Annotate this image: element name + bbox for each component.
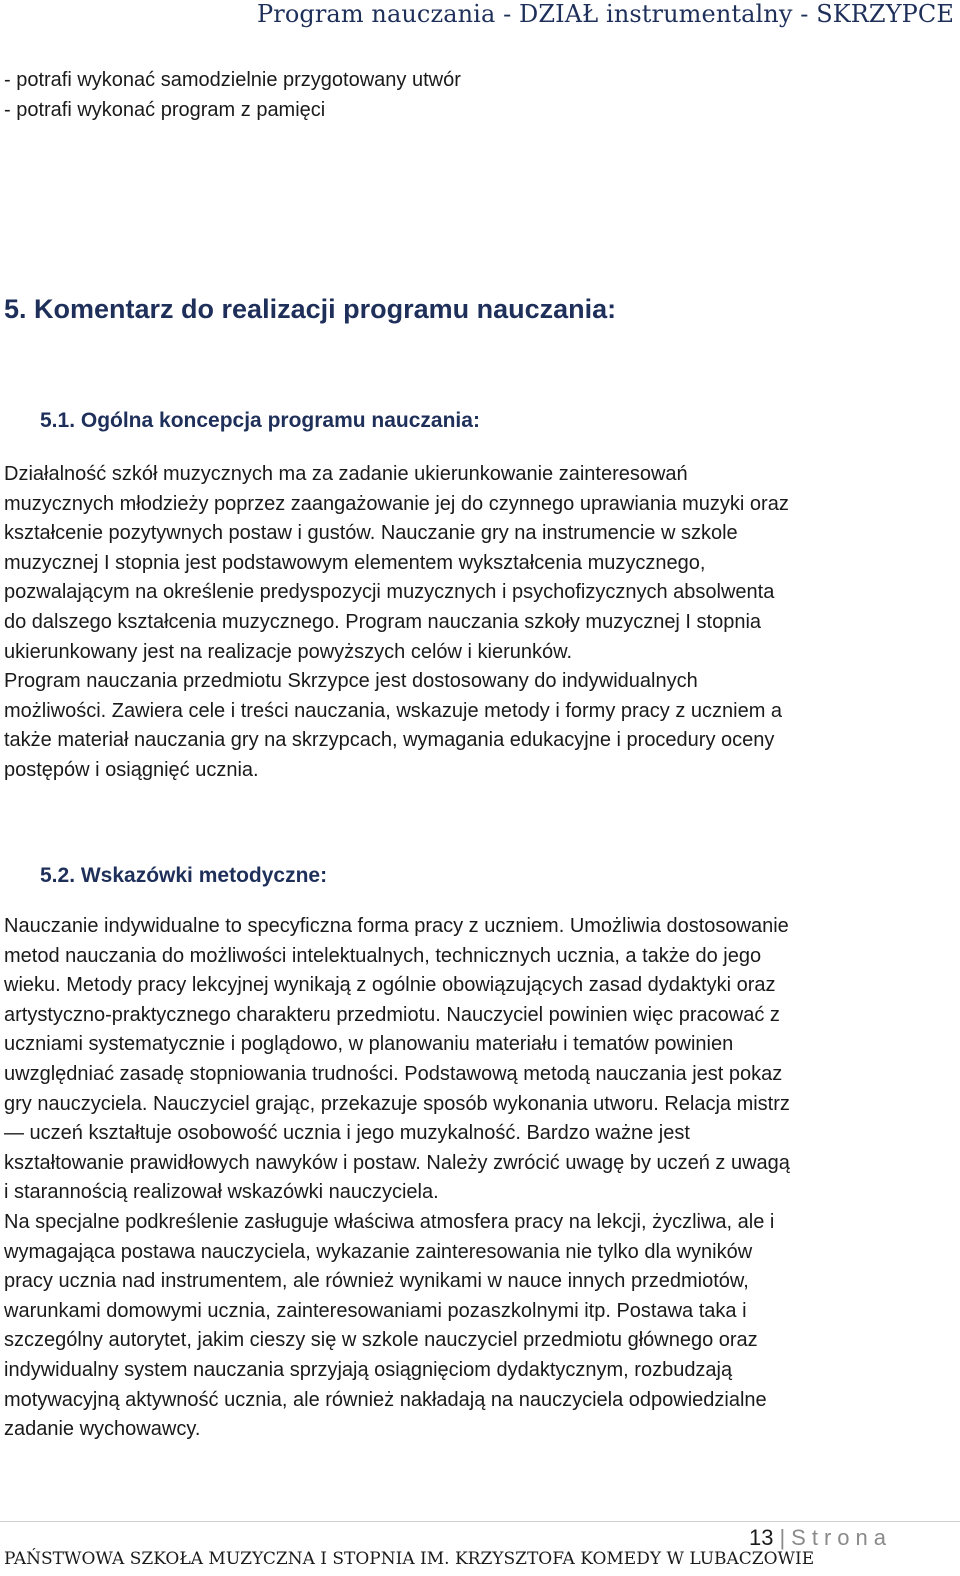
text-line: Na specjalne podkreślenie zasługuje właściwa atmosfera pracy na lekcji, życzliwa, ale i <box>4 1210 775 1233</box>
text-line: gry nauczyciela. Nauczyciel grając, przekazuje sposób wykonania utworu. Relacja mistrz <box>4 1092 790 1115</box>
text-line: uczniami systematycznie i poglądowo, w planowaniu materiału i tematów powinien <box>4 1033 734 1056</box>
text-line: warunkami domowymi ucznia, zainteresowaniami pozaszkolnymi itp. Postawa taka i <box>4 1299 747 1322</box>
section-5-1-heading: 5.1. Ogólna koncepcja programu nauczania: <box>40 409 480 432</box>
page-number-value: 13 <box>748 1525 774 1550</box>
list-item: - potrafi wykonać program z pamięci <box>4 98 326 121</box>
text-line: muzycznej I stopnia jest podstawowym elementem wykształcenia muzycznego, <box>4 551 706 574</box>
text-line: możliwości. Zawiera cele i treści nauczania, wskazuje metody i formy pracy z uczniem a <box>4 699 783 722</box>
footer-divider <box>0 1521 960 1522</box>
text-line: Nauczanie indywidualne to specyficzna forma pracy z uczniem. Umożliwia dostosowanie <box>4 915 789 937</box>
text-line: do dalszego kształcenia muzycznego. Program nauczania szkoły muzycznej I stopnia <box>4 610 762 633</box>
section-5-2-heading: 5.2. Wskazówki metodyczne: <box>40 864 328 887</box>
text-line: uwzględniać zasadę stopniowania trudności. Podstawową metodą nauczania jest pokaz <box>4 1062 783 1085</box>
section-5-2-paragraph <box>4 912 939 1445</box>
text-line: kształcenie pozytywnych postaw i gustów. Nauczanie gry na instrumencie w szkole <box>4 522 738 545</box>
text-line: postępów i osiągnięć ucznia. <box>4 758 259 781</box>
text-line: metod nauczania do możliwości intelektualnych, technicznych ucznia, a także do jego <box>4 944 762 967</box>
school-name-footer: PAŃSTWOWA SZKOŁA MUZYCZNA I STOPNIA IM. KRZYSZTOFA KOMEDY W LUBACZOWIE <box>4 1549 815 1569</box>
intro-list <box>4 66 461 125</box>
text-line: ukierunkowany jest na realizacje powyższych celów i kierunków. <box>4 640 573 663</box>
text-line: indywidualny system nauczania sprzyjają osiągnięciom dydaktycznym, rozbudzają <box>4 1358 733 1381</box>
text-line: zadanie wychowawcy. <box>4 1418 201 1441</box>
text-line: wymagająca postawa nauczyciela, wykazanie zainteresowania nie tylko dla wyników <box>4 1240 753 1263</box>
page-word: Strona <box>791 1525 892 1550</box>
text-line: i starannością realizował wskazówki nauczyciela. <box>4 1181 439 1204</box>
section-5-heading: 5. Komentarz do realizacji programu nauczania: <box>4 294 617 324</box>
text-line: Działalność szkół muzycznych ma za zadanie ukierunkowanie zainteresowań <box>4 463 688 485</box>
text-line: pozwalającym na określenie predyspozycji muzycznych i psychofizycznych absolwenta <box>4 581 775 604</box>
text-line: motywacyjną aktywność ucznia, ale również nakładają na nauczyciela odpowiedzialne <box>4 1388 767 1411</box>
text-line: szczególny autorytet, jakim cieszy się w szkole nauczyciel przedmiotu głównego oraz <box>4 1329 758 1352</box>
section-5-1-paragraph <box>4 460 939 786</box>
text-line: kształtowanie prawidłowych nawyków i postaw. Należy zwrócić uwagę by uczeń z uwagą <box>4 1151 790 1174</box>
text-line: artystyczno-praktycznego charakteru przedmiotu. Nauczyciel powinien więc pracować z <box>4 1003 780 1026</box>
running-header: Program nauczania - DZIAŁ instrumentalny - SKRZYPCE <box>257 0 954 28</box>
text-line: pracy ucznia nad instrumentem, ale również wynikami w nauce innych przedmiotów, <box>4 1270 749 1293</box>
text-line: ― uczeń kształtuje osobowość ucznia i jego muzykalność. Bardzo ważne jest <box>4 1122 690 1145</box>
list-item: - potrafi wykonać samodzielnie przygotowany utwór <box>4 69 461 91</box>
text-line: także materiał nauczania gry na skrzypcach, wymagania edukacyjne i procedury oceny <box>4 729 775 752</box>
text-line: wieku. Metody pracy lekcyjnej wynikają z ogólnie obowiązujących zasad dydaktyki oraz <box>4 974 776 997</box>
text-line: Program nauczania przedmiotu Skrzypce jest dostosowany do indywidualnych <box>4 670 698 693</box>
page-number-separator: | <box>779 1525 786 1550</box>
text-line: muzycznych młodzieży poprzez zaangażowanie jej do czynnego uprawiania muzyki oraz <box>4 492 789 515</box>
page-number <box>749 1525 892 1551</box>
